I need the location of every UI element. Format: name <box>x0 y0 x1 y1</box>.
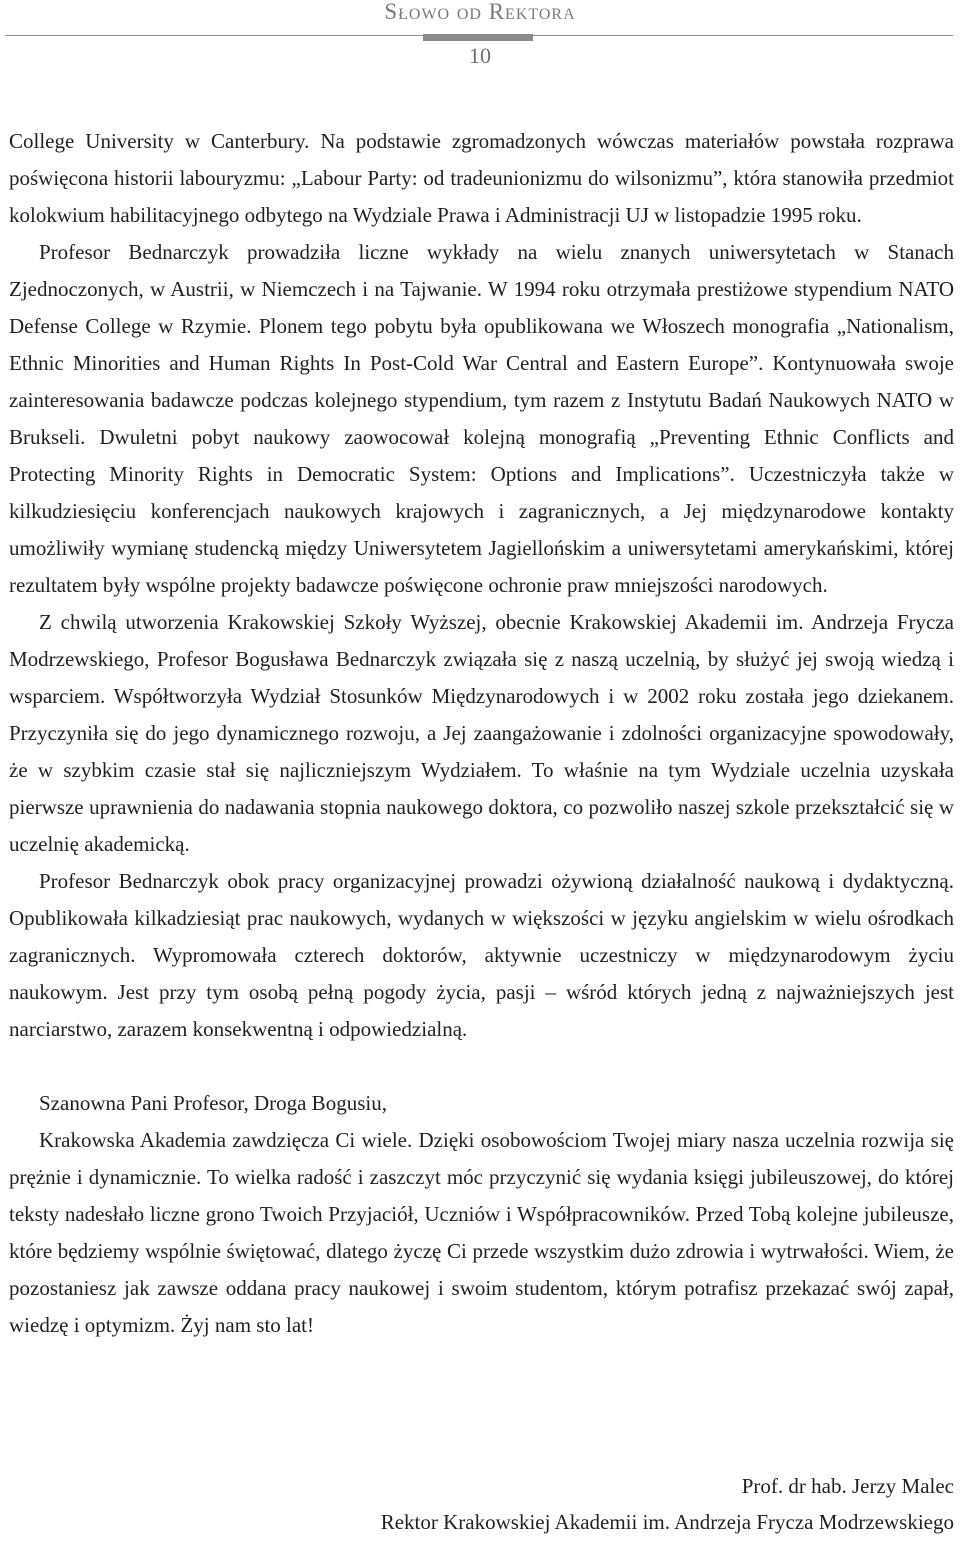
section-gap <box>9 1048 954 1085</box>
page-number-tab <box>423 34 533 41</box>
paragraph-3: Z chwilą utworzenia Krakowskiej Szkoły Wyższej, obecnie Krakowskiej Akademii im. Andrzeja Frycza Modrzewskiego, Profesor Bogusława Bednarczyk związała się z naszą uczelnią, by służyć jej swoją wiedzą i wsparciem. Współtworzyła Wydział Stosunków Międzynarodowych i w 2002 roku została jego dziekanem. Przyczyniła się do jego dynamicznego rozwoju, a Jej zaangażowanie i zdolności organizacyjne spowodowały, że w szybkim czasie stał się najliczniejszym Wydziałem. To właśnie na tym Wydziale uczelnia uzyskała pierwsze uprawnienia do nadawania stopnia naukowego doktora, co pozwoliło naszej szkole przekształcić się w uczelnię akademicką. <box>9 610 954 856</box>
paragraph-2: Profesor Bednarczyk prowadziła liczne wykłady na wielu znanych uniwersytetach w Stanach Zjednoczonych, w Austrii, w Niemczech i na Tajwanie. W 1994 roku otrzymała prestiżowe stypendium NATO Defense College w Rzymie. Plonem tego pobytu była opublikowana we Włoszech monografia „Nationalism, Ethnic Minorities and Human Rights In Post-Cold War Central and Eastern Europe”. Kontynuowała swoje zainteresowania badawcze podczas kolejnego stypendium, tym razem z Instytutu Badań Naukowych NATO w Brukseli. Dwuletni pobyt naukowy zaowocował kolejną monografią „Preventing Ethnic Conflicts and Protecting Minority Rights in Democratic System: Options and Implications”. Uczestniczyła także w kilkudziesięciu konferencjach naukowych krajowych i zagranicznych, a Jej międzynarodowe kontakty umożliwiły wymianę studencką między Uniwersytetem Jagiellońskim a uniwersytetami amerykańskimi, której rezultatem były wspólne projekty badawcze poświęcone ochronie praw mniejszości narodowych. <box>9 240 954 597</box>
signature-block <box>54 1468 954 1540</box>
closing-paragraph: Krakowska Akademia zawdzięcza Ci wiele. Dzięki osobowościom Twojej miary nasza uczelnia rozwija się prężnie i dynamicznie. To wielka radość i zaszczyt móc przyczynić się wydania księgi jubileuszowej, do której teksty nadesłało liczne grono Twoich Przyjaciół, Uczniów i Współpracowników. Przed Tobą kolejne jubileusze, które będziemy wspólnie świętować, dlatego życzę Ci przede wszystkim dużo zdrowia i wytrwałości. Wiem, że pozostaniesz jak zawsze oddana pracy naukowej i swoim studentom, którym potrafisz przekazać swój zapał, wiedzę i optymizm. Żyj nam sto lat! <box>9 1128 954 1337</box>
salutation: Szanowna Pani Profesor, Droga Bogusiu, <box>39 1091 387 1115</box>
paragraph-4: Profesor Bednarczyk obok pracy organizacyjnej prowadzi ożywioną działalność naukową i dydaktyczną. Opublikowała kilkadziesiąt prac naukowych, wydanych w większości w języku angielskim w wielu ośrodkach zagranicznych. Wypromowała czterech doktorów, aktywnie uczestniczy w międzynarodowym życiu naukowym. Jest przy tym osobą pełną pogody życia, pasji – wśród których jedną z najważniejszych jest narciarstwo, zarazem konsekwentną i odpowiedzialną. <box>9 869 954 1041</box>
page-number: 10 <box>469 43 491 68</box>
signature-title: Rektor Krakowskiej Akademii im. Andrzeja Frycza Modrzewskiego <box>380 1510 954 1534</box>
body-text <box>9 123 954 1344</box>
paragraph-1: College University w Canterbury. Na podstawie zgromadzonych wówczas materiałów powstała rozprawa poświęcona historii labouryzmu: „Labour Party: od tradeunionizmu do wilsonizmu”, która stanowiła przedmiot kolokwium habilitacyjnego odbytego na Wydziale Prawa i Administracji UJ w listopadzie 1995 roku. <box>9 129 954 227</box>
running-title: Słowo od Rektora <box>384 0 576 24</box>
signature-name: Prof. dr hab. Jerzy Malec <box>741 1474 954 1498</box>
page-header <box>0 0 960 70</box>
